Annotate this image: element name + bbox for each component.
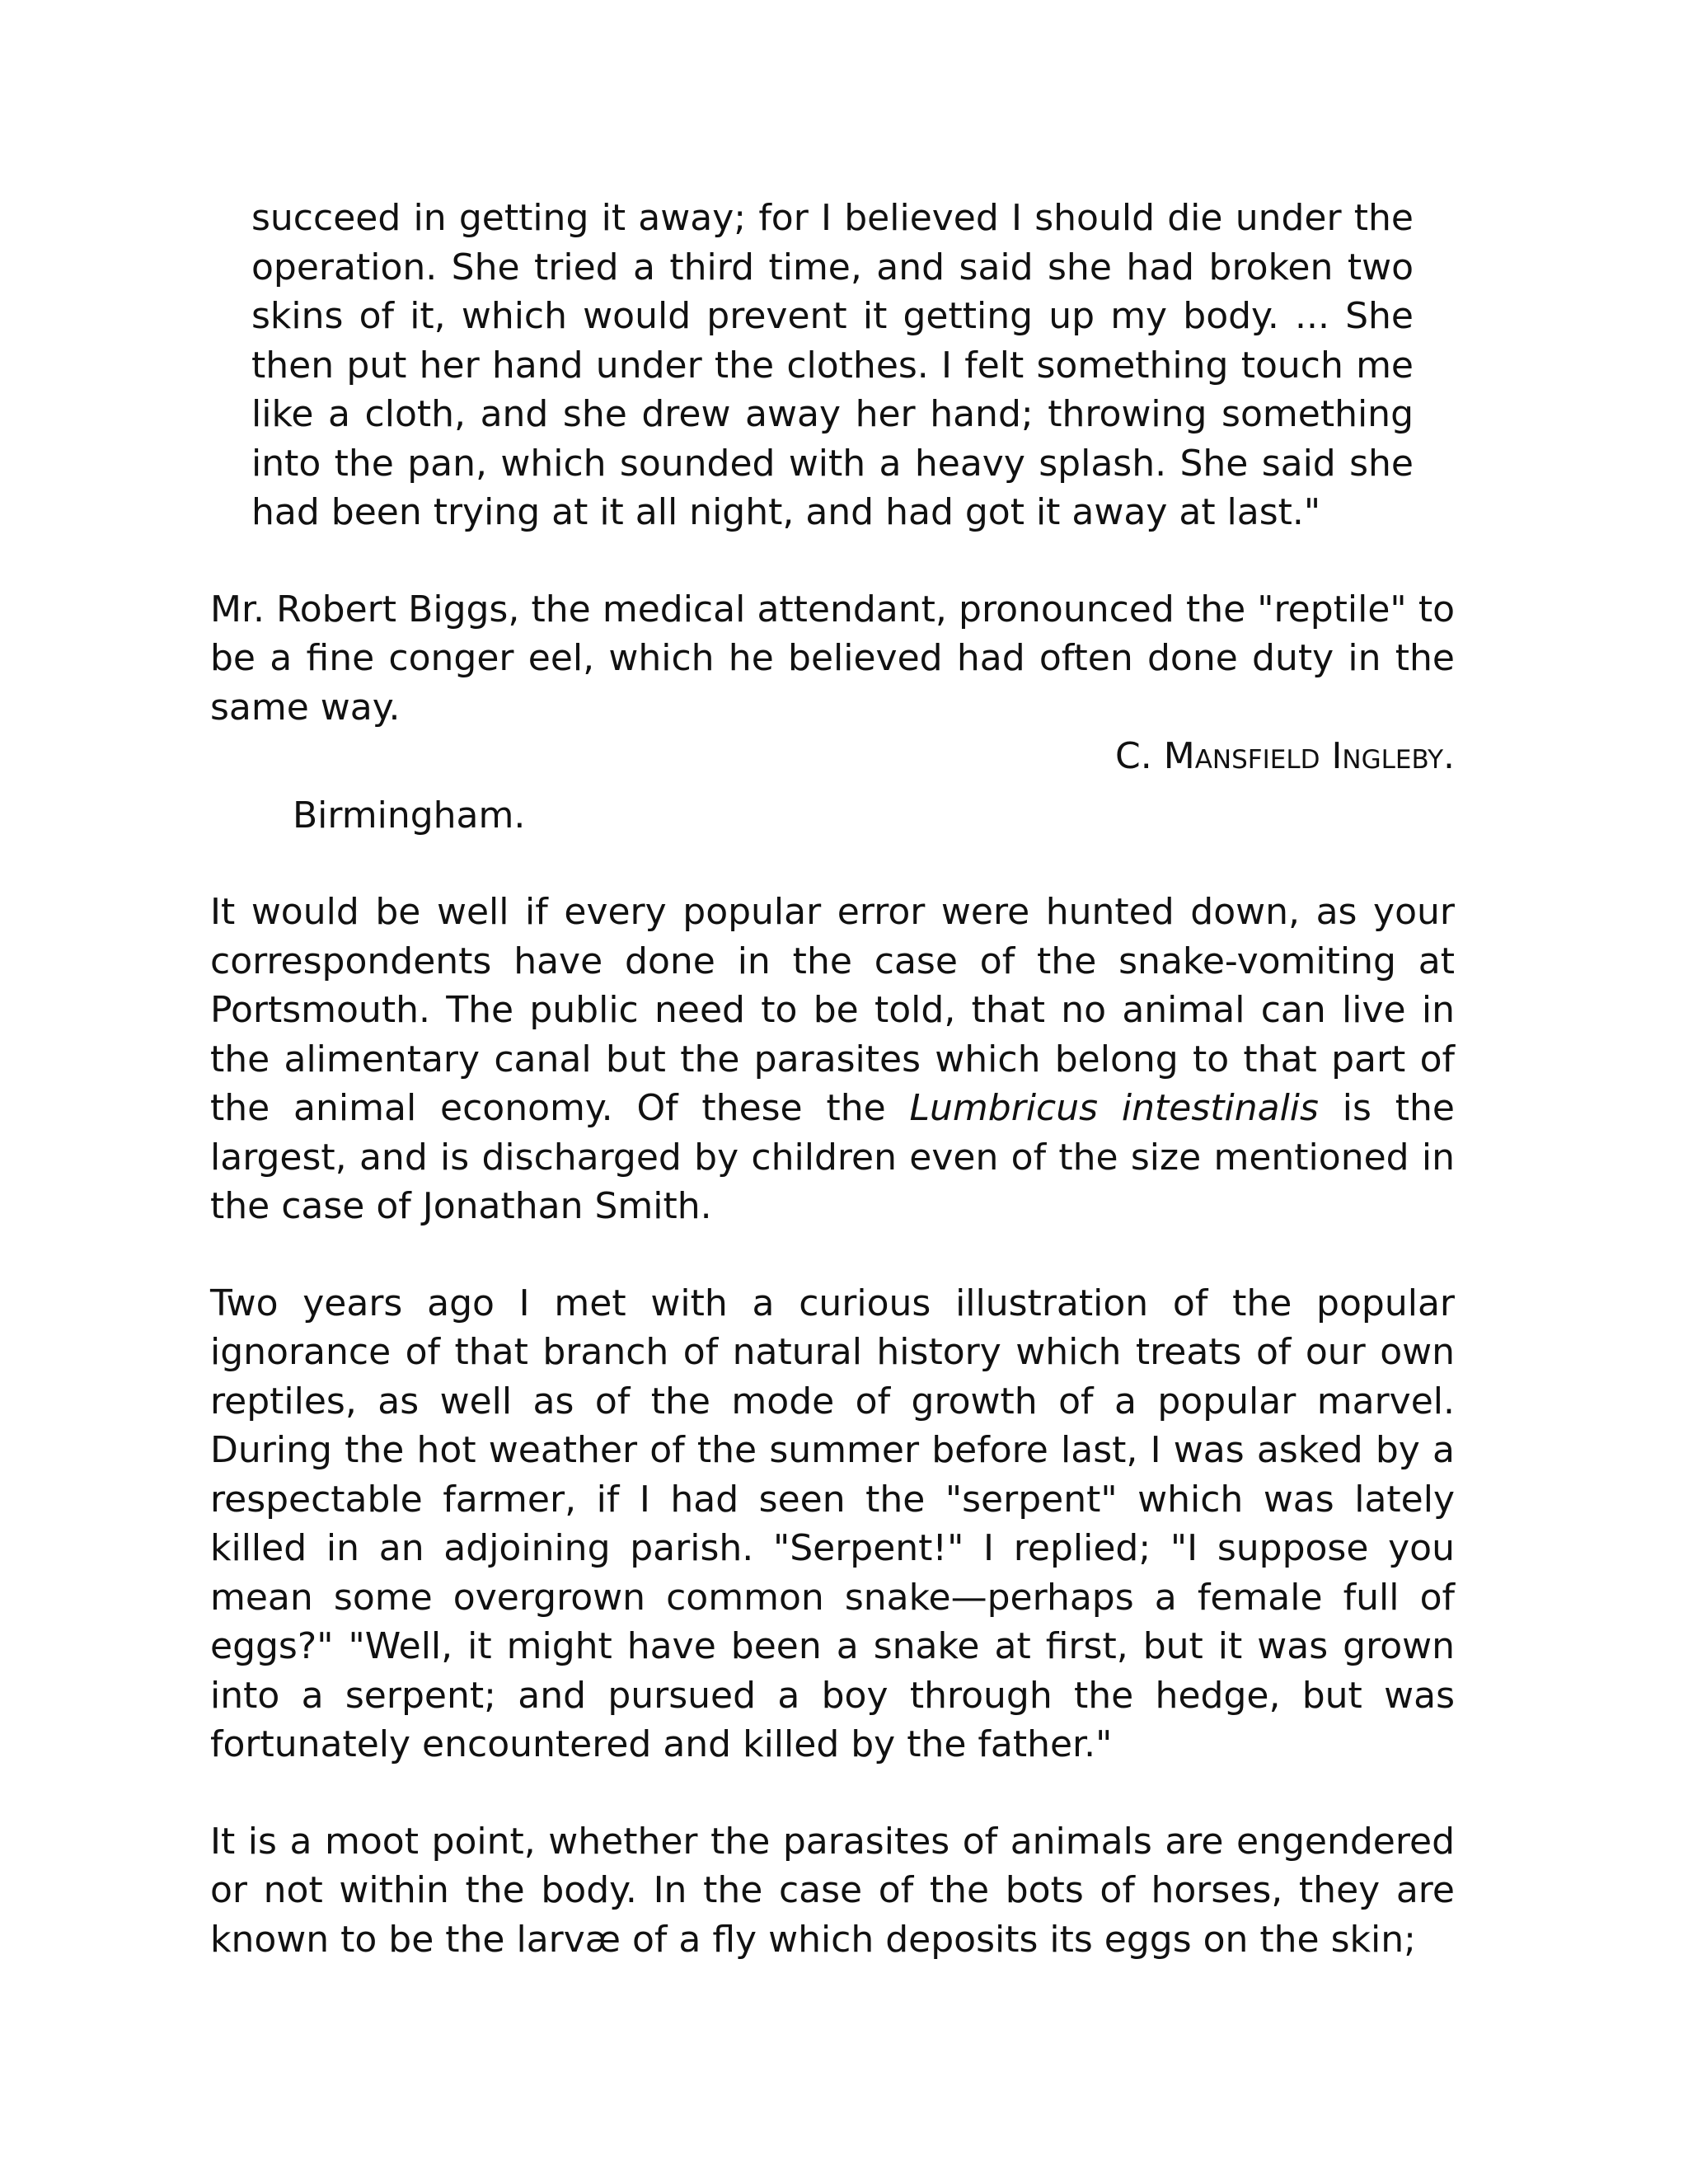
signature [210, 732, 1455, 781]
paragraph-popular-error [210, 888, 1455, 1231]
paragraph-text: is the largest, and is discharged by children even of the size mentioned in the case of Jonathan Smith. [210, 1087, 1455, 1227]
paragraph-text: It would be well if every popular error were hunted down, as your correspondents have done in the case of the snake-vomiting at Portsmouth. The public need to be told, that no animal can live in the alimentary canal but the parasites which belong to that part of the animal economy. Of these the [210, 891, 1455, 1129]
document-page [210, 194, 1455, 1964]
signature-name: C. Mansfield Ingleby. [1115, 735, 1455, 777]
species-name: Lumbricus intestinalis [909, 1087, 1319, 1129]
paragraph-serpent: Two years ago I met with a curious illustration of the popular ignorance of that branch of natural history which treats of our own reptiles, as well as of the mode of growth of a popular marvel. During the hot weather of the summer before last, I was asked by a respectable farmer, if I had seen the "serpent" which was lately killed in an adjoining parish. "Serpent!" I replied; "I suppose you mean some overgrown common snake—perhaps a female full of eggs?" "Well, it might have been a snake at first, but it was grown into a serpent; and pursued a boy through the hedge, but was fortunately encountered and killed by the father." [210, 1282, 1455, 1765]
block-quote: succeed in getting it away; for I believed I should die under the operation. She tried a third time, and said she had broken two skins of it, which would prevent it getting up my body. ... She then put her hand under the clothes. I felt something touch me like a cloth, and she drew away her hand; throwing something into the pan, which sounded with a heavy splash. She said she had been trying at it all night, and had got it away at last." [251, 197, 1414, 533]
signature-place: Birmingham. [293, 794, 526, 837]
paragraph-biggs: Mr. Robert Biggs, the medical attendant, pronounced the "reptile" to be a fine conger eel, which he believed had often done duty in the same way. [210, 588, 1455, 729]
paragraph-parasites: It is a moot point, whether the parasites of animals are engendered or not within the body. In the case of the bots of horses, they are known to be the larvæ of a fly which deposits its eggs on the skin; [210, 1820, 1455, 1961]
